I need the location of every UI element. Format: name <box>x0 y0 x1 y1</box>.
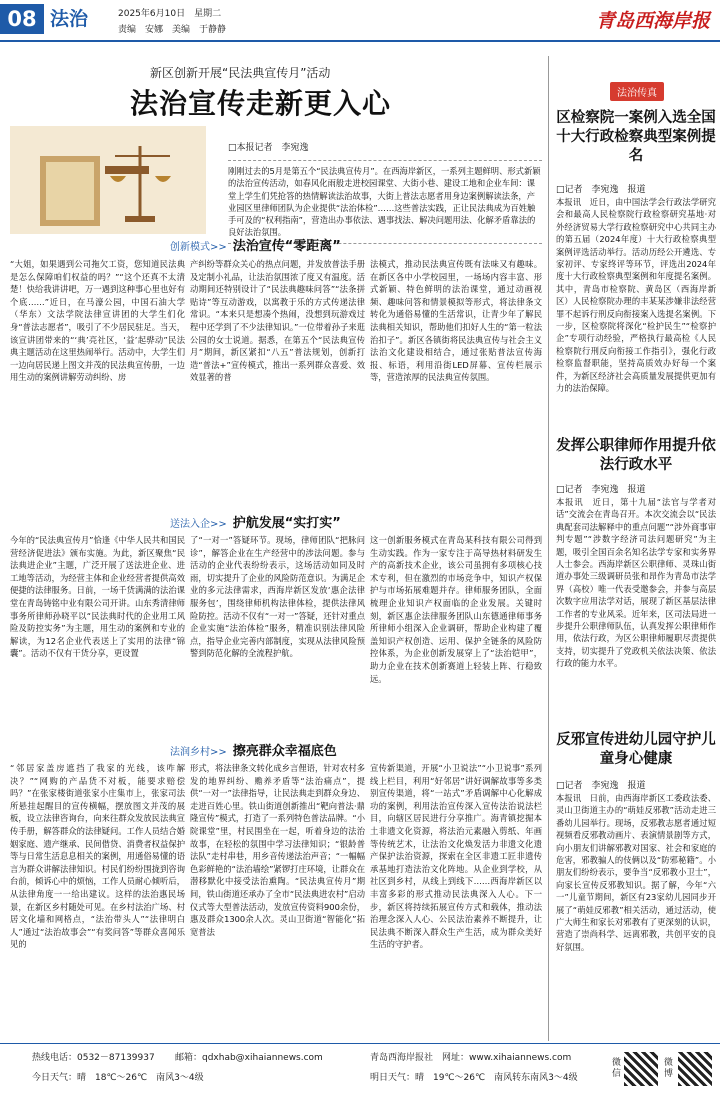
article-byline: □本报记者 李宛逸 <box>228 143 309 153</box>
hotline: 热线电话：0532－87139937 <box>32 1053 155 1063</box>
section-1-col-1: “大姐，如果遇到公司拖欠工资，您知道民法典是怎么保障咱们权益的吗？”“这个还真不太清楚！快给我讲讲吧，万一遇到这种事心里也好有个底……”近日，在马濠公园，中国石油大学（华东）文法学院法律宣讲团的大学生们化身“普法志愿者”，吸引了不少居民驻足。当天，该宣讲团带来的“‘典’亮社区，‘益’起骅动”民法典主题活动在这里热闹举行。活动中，大学生们一边向居民递上图文并茂的民法典宣传册，一边用生动的案例讲解劳动纠纷、房 <box>10 259 185 383</box>
section-3-col-1: “邻居家盖房遮挡了我家的光线，该咋解决？”“网购的产品货不对板，能要求赔偿吗？”在张家楼街道张家小庄集市上，张家司法所悬挂起醒目的宣传横幅，摆放图文并茂的展板，设立法律咨询台，向来往群众发放民法典宣传手册，解答群众的法律疑问。工作人员结合婚姻家庭、遗产继承、民间借贷、消费者权益保护等与日常生活息息相关的案例，用通俗易懂的语言为群众讲解法律知识。村民们纷纷围拢到咨询台前，倾诉心中的烦恼，工作人员耐心倾听后，从法律角度一一给出建议。这样的法治惠民场景，在新区乡村随处可见。在乡村法治广场、村居文化墙和网格点，“法治带头人”“法律明白人”通过“法治故事会”“有奖问答”等群众喜闻乐见的 <box>10 763 185 950</box>
issue-date: 2025年6月10日 星期二 <box>118 9 222 19</box>
section-3-heading <box>170 740 337 759</box>
section-1-col-2: 产纠纷等群众关心的热点问题，并发放普法手册及定制小礼品，让法治氛围浓了度又有温度。活动期间还特别设计了“民法典趣味问答”“法条拼贴诗”等互动游戏，以寓教于乐的方式传递法律常识。“本来只是想凑个热闹，没想到玩游戏过程中还学到了不少法律知识。”一位带着孙子来逛公园的女士说道。据悉，在第五个“民法典宣传月”期间，新区紧扣“八五”普法规划，创新打造“普法+”宣传模式，推出一系列群众喜爱、效效显著的普 <box>190 259 365 383</box>
section-2-col-2: 了“一对一”答疑环节。现场，律师团队“把脉问诊”，解答企业在生产经营中的涉法问题。参与活动的企业代表纷纷表示，这场活动如同及时雨，切实提升了企业的风险防范意识。为满足企业的多元法律需求，西海岸新区发放‘惠企法律服务包’，围绕律师机构法律体检，提供法律风险防控。活动不仅有“一对一”答疑，还针对重点企业实施“法治体检”服务，精准识别法律风险点，指导企业完善内部制度，实现从法律风险预警到防范化解的全流程护航。 <box>190 535 365 659</box>
section-3-col-2: 形式，将法律条文转化成乡言俚语，针对农村多发的地界纠纷、赡养矛盾等“法治痛点”，提供“一对一”法律指导，让民法典走到群众身边、走进百姓心里。铁山街道创新推出“靶向普法·鼎隆宣传”模式，打造了一系列特色普法品牌。“小院课堂”里，村民围坐在一起，听着身边的法治故事，在轻松的氛围中学习法律知识；“银龄普法队”走村串巷，用乡音传递法治声音；“一幅幅色彩鲜艳的“法治墙绘”紧锣打庄环境，让群众在潜移默化中接受法治熏陶。“民法典宣传月”期间，铁山街道还承办了全市“民法典进农村”启动仪式等大型普法活动，发放宣传资料900余份，惠及群众1300余人次。灵山卫街道“智能化”拓宽普法 <box>190 763 365 937</box>
weibo-qr-code[interactable] <box>678 1052 712 1086</box>
section-2-title: 护航发展“实打实” <box>232 516 341 531</box>
editors: 责编 安娜 美编 于静静 <box>118 25 227 35</box>
paper-website: 青岛西海岸报社 网址：www.xihaiannews.com <box>370 1053 572 1063</box>
section-3-title: 擦亮群众幸福底色 <box>232 744 337 759</box>
article-headline: 法治宣传走新更入心 <box>130 87 392 120</box>
page-footer <box>0 1043 720 1095</box>
section-name: 法治 <box>50 8 89 30</box>
newspaper-logo: 青岛西海岸报 <box>595 10 710 32</box>
sidebar-article-3-title: 反邪宣传进幼儿园守护儿童身心健康 <box>556 731 716 767</box>
sidebar-article-2-title: 发挥公职律师作用提升依法行政水平 <box>556 437 716 473</box>
section-1-col-3: 法模式，推动民法典宣传既有法味又有趣味。在新区各中小学校园里，一场场内容丰富、形式新颖、特色鲜明的法治课堂，通过动画视频、趣味问答和情景模拟等形式，将法律条文转化为通俗易懂的生活常识，让青少年了解民法典相关知识，帮助他们扣好人生的“第一粒法治扣子”。新区各镇街将民法典宣传与社会主义法治文化建设相结合，通过张贴普法宣传海报、标语，利用沿街LED屏幕、宣传栏展示等，营造浓厚的民法典宣传氛围。 <box>370 259 542 383</box>
weibo-label: 微博 <box>664 1058 674 1079</box>
section-3-label: 法润乡村>> <box>170 747 227 758</box>
sidebar-article-3-body: 本报讯 日前，由西海岸新区工委政法委、灵山卫街道主办的“萌娃反邪教”活动走进三番幼儿园举行。现场，反邪教志愿者通过短视频看反邪教动画片、表演情景剧等方式，向小朋友们讲解邪教对国家、社会和家庭的危害，邪教骗人的伎俩以及“防邪秘籍”。小朋友们纷纷表示，要争当“反邪教小卫士”，向家长宣传反邪教知识。据了解，今年“六一”儿童节期间，新区有23家幼儿园同步开展了“萌娃反邪教”相关活动，通过活动，使广大师生和家长对邪教有了更深刻的认识，营造了崇尚科学、远离邪教，共创平安的良好氛围。 <box>556 793 716 952</box>
illustration-image <box>10 126 206 234</box>
article-kicker: 新区创新开展“民法典宣传月”活动 <box>150 66 331 80</box>
section-1-heading <box>170 235 341 254</box>
page-number: 08 <box>0 4 44 34</box>
weather-tomorrow: 明日天气：晴 19℃～26℃ 南风转东南风3～4级 <box>370 1073 578 1083</box>
sidebar-article-1-body: 本报讯 近日，由中国法学会行政法学研究会和最高人民检察院行政检察研究基地·对外经济贸易大学行政检察研究中心共同主办的第五届（2024年度）十大行政检察典型案例评选活动举行。活动历经公开遴选、专家初评、专家终评等环节，评选出2024年度十大行政检察典型案例和年度提名案例。其中，青岛市检察院、黄岛区（西海岸新区）人民检察院办理的丰某某涉嫌非法经营罪不起诉行刑反向衔接案入选提名案例。下一步，区检察院将深化“检护民生”“检察护企”专项行动经验，严格执行最高检《人民检察院行刑反向衔接工作指引》，强化行政检察监督职能，坚持高质效办好每一个案件，为新区经济社会高质量发展提供更加有力的法治保障。 <box>556 197 716 394</box>
section-2-col-1: 今年的“民法典宣传月”恰逢《中华人民共和国民营经济促进法》颁布实施。为此，新区聚焦“民法典进企业”主题，广泛开展了送法进企业、进工地等活动，为经营主体和企业经营者提供高效便捷的法律服务。日前，一场千货满满的法治课堂在青岛铸铭中业有限公司开讲。山东秀清律师事务所律师孙晓平以“民法典时代的企业用工风险及防控实务”为主题，用生动的案例和专业的解读，为12名企业代表送上了实用的法律“锦囊”。活动不仅有干货分享，更设置 <box>10 535 185 659</box>
sidebar-tag: 法治传真 <box>610 82 664 101</box>
page-header <box>0 0 720 42</box>
weather-today: 今日天气：晴 18℃～26℃ 南风3～4级 <box>32 1073 204 1083</box>
wechat-qr-code[interactable] <box>624 1052 658 1086</box>
article-lead: 刚刚过去的5月是第五个“民法典宣传月”。在西海岸新区，一系列主题鲜明、形式新颖的法治宣传活动，如春风化雨般走进校园课堂、大街小巷、建设工地和企业车间：课堂上学生们凭抢答的热情解读法治故事，大街上普法志愿者用身边案例解读法条，产业园区里律师团队为企业提供“法治体检”……这些普法实践，正让民法典成为百姓触手可及的“权利指南”，营造出办事依法、遇事找法、解决问题用法、化解矛盾靠法的良好法治氛围。 <box>228 160 542 244</box>
column-divider <box>548 56 549 1041</box>
section-1-label: 创新模式>> <box>170 242 227 253</box>
sidebar-article-1-byline: □记者 李宛逸 报道 <box>556 185 646 195</box>
sidebar-article-2-body: 本报讯 近日，第十九届“法官与学者对话”交流会在青岛召开。本次交流会以“民法典配套司法解释中的重点问题”“涉外商事审判专题”“涉数字经济司法问题研究”为主题，吸引全国百余名知名法学专家和实务界人士参会。西海岸新区公职律师、灵珠山街道办事处三级调研员张和昂作为青岛市法学界（高校）唯一代表受邀参会，并参与高层次数字应用法学对话，展现了新区基层法律工作者的专业风采。近年来，区司法局进一步提升公职律师队伍，认真发挥公职律师作用，依法行政，为区公职律师履职尽责提供支持，切实提升了党政机关依法决策、依法行政的能力水平。 <box>556 497 716 669</box>
email: 邮箱：qdxhab@xihaiannews.com <box>175 1053 323 1063</box>
section-1-title: 法治宣传“零距离” <box>232 239 341 254</box>
book-scales-illustration <box>10 126 206 234</box>
sidebar-article-1-title: 区检察院一案例入选全国十大行政检察典型案例提名 <box>556 109 716 164</box>
section-3-col-3: 宣传新渠道，开展“小卫说法”“小卫说事”系列线上栏目，利用“好邻居”讲好调解故事等多类别宣传渠道，将“一站式”矛盾调解中心化解成功的案例，利用法治宣传深入宣传法治说法栏目，向辖区居民进行分享推广。海青镇挖掘本土非遗文化资源，将法治元素融入剪纸、年画等传统艺术，让法治文化焕发活力非遗文化遗产保护法治资源，探索在全区非遗工匠非遗传承基地打造法治文化阵地。从企业到学校，从社区到乡村，从线上到线下……西海岸新区以丰富多彩的形式推动民法典深入人心。下一步，新区将持续拓展宣传方式和载体，推动法治理念深入人心、公民法治素养不断提升，让民法典不断深入群众生产生活，成为群众美好生活的守护者。 <box>370 763 542 950</box>
sidebar-article-2-byline: □记者 李宛逸 报道 <box>556 485 646 495</box>
sidebar-article-3-byline: □记者 李宛逸 报道 <box>556 781 646 791</box>
wechat-label: 微信 <box>612 1058 622 1079</box>
section-2-label: 送法入企>> <box>170 519 227 530</box>
section-2-col-3: 这一创新服务模式在青岛某科技有限公司得到生动实践。作为一家专注于高导热材料研发生产的高新技术企业，该公司虽拥有多项核心技术专利，但在激烈的市场竞争中，知识产权保护与市场拓展难题并存。律师服务团队，全面梳理企业知识产权面临的企业发展。关键时刻，新区惠企法律服务团队山东德通律师事务所律师小组深入企业调研，帮助企业构建了覆盖知识产权创造、运用、保护全链条的风险防控体系，为企业创新发展穿上了“法治铠甲”，助力企业在技术创新赛道上轻装上阵、行稳致远。 <box>370 535 542 684</box>
section-2-heading <box>170 512 341 531</box>
